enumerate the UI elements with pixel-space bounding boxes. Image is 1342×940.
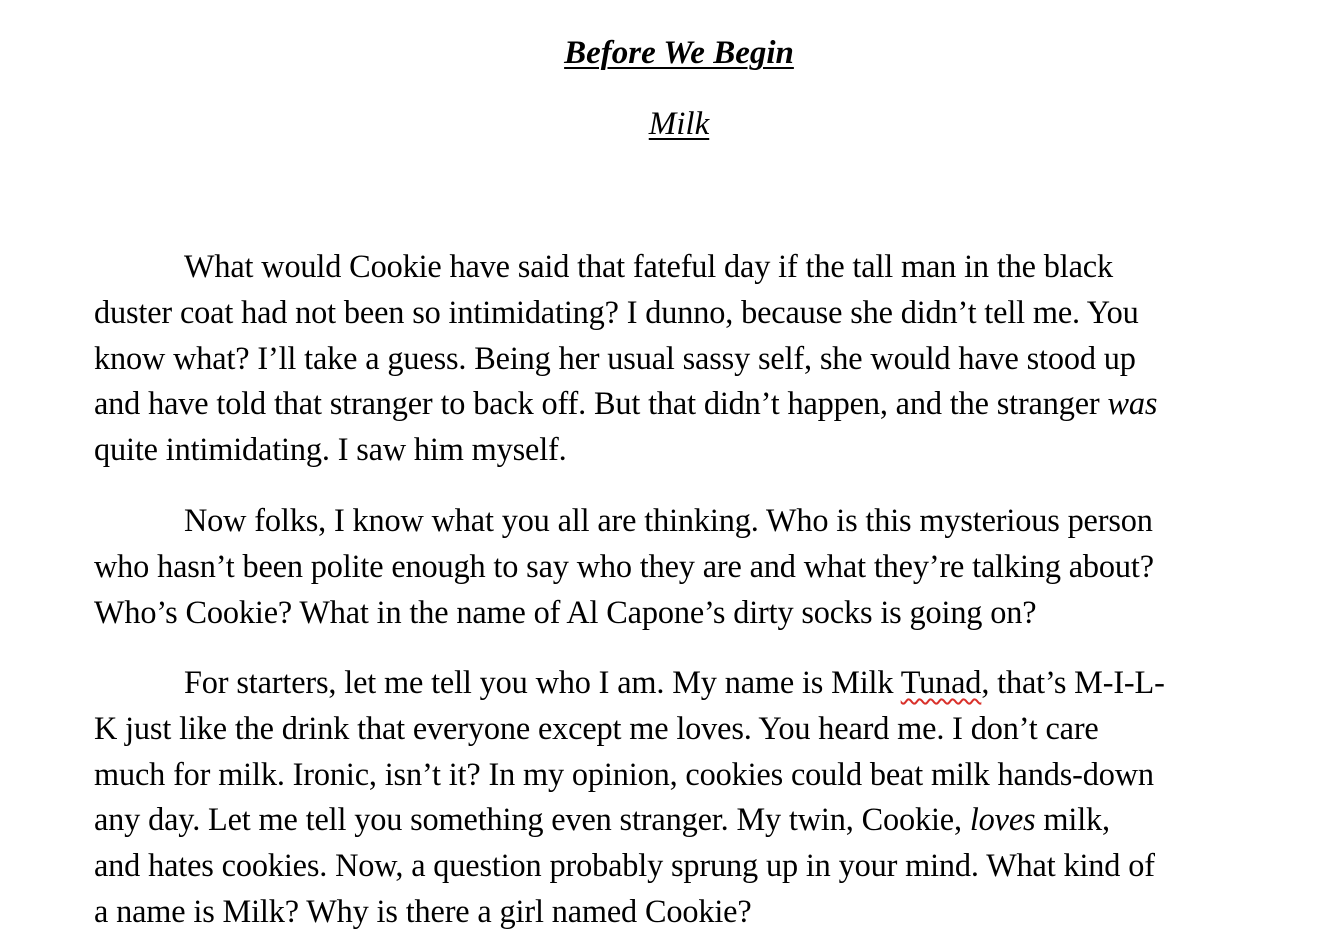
text-run: Now folks, I know what you all are thinking. Who is this mysterious person xyxy=(184,502,1153,538)
text-run: and have told that stranger to back off. But that didn’t happen, and the stranger xyxy=(94,385,1108,422)
italic-emphasis: was xyxy=(1107,385,1158,422)
italic-emphasis: loves xyxy=(969,801,1036,838)
paragraph-3 xyxy=(94,660,1264,935)
text-run: know what? I’ll take a guess. Being her usual sassy self, she would have stood up xyxy=(94,339,1136,376)
text-line xyxy=(94,244,1264,290)
text-run: who hasn’t been polite enough to say who they are and what they’re talking about? xyxy=(94,547,1154,584)
text-line xyxy=(94,381,1264,427)
text-line xyxy=(94,797,1264,843)
document-subtitle: Milk xyxy=(648,106,710,142)
text-line xyxy=(94,590,1264,636)
text-line xyxy=(94,290,1264,336)
text-run: and hates cookies. Now, a question probably sprung up in your mind. What kind of xyxy=(94,847,1155,884)
text-line xyxy=(94,843,1264,889)
text-line xyxy=(94,427,1264,473)
text-run: much for milk. Ironic, isn’t it? In my opinion, cookies could beat milk hands-down xyxy=(94,755,1154,792)
text-run: , that’s M-I-L- xyxy=(981,664,1165,700)
paragraph-2 xyxy=(94,498,1264,635)
text-run: Who’s Cookie? What in the name of Al Capone’s dirty socks is going on? xyxy=(94,593,1037,630)
text-line xyxy=(94,660,1264,706)
text-run: What would Cookie have said that fateful day if the tall man in the black xyxy=(184,248,1113,284)
text-line xyxy=(94,752,1264,798)
text-run: quite intimidating. I saw him myself. xyxy=(94,431,567,468)
text-line xyxy=(94,706,1264,752)
text-line xyxy=(94,336,1264,382)
text-line xyxy=(94,498,1264,544)
text-run: For starters, let me tell you who I am. My name is Milk xyxy=(184,664,901,700)
text-run: a name is Milk? Why is there a girl named Cookie? xyxy=(94,892,752,929)
text-run: milk, xyxy=(1035,801,1110,838)
document-title: Before We Begin xyxy=(564,35,794,71)
paragraph-1 xyxy=(94,244,1264,473)
text-run: K just like the drink that everyone except me loves. You heard me. I don’t care xyxy=(94,709,1099,746)
text-line xyxy=(94,889,1264,935)
text-line xyxy=(94,544,1264,590)
text-run: any day. Let me tell you something even stranger. My twin, Cookie, xyxy=(94,801,970,838)
misspelled-word[interactable]: Tunad xyxy=(900,664,982,700)
text-run: duster coat had not been so intimidating? I dunno, because she didn’t tell me. You xyxy=(94,293,1139,330)
